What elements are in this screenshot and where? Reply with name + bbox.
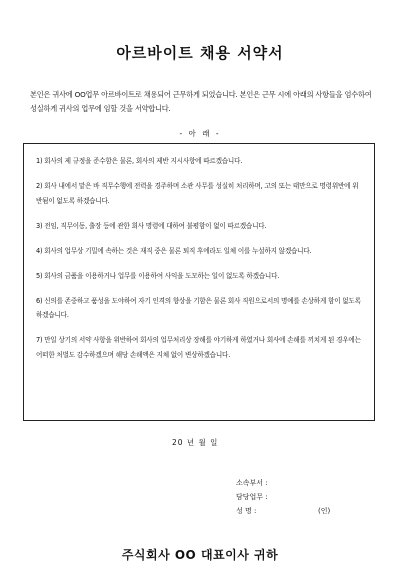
department-row bbox=[236, 478, 280, 488]
name-row bbox=[236, 506, 280, 516]
seal-mark: (인) bbox=[318, 507, 331, 515]
term-item-4: 4) 회사의 업무상 기밀에 속하는 것은 재직 중은 물론 퇴직 후에라도 일체 이를 누설하지 않겠습니다. bbox=[36, 246, 312, 255]
document-title: 아르바이트 채용 서약서 bbox=[116, 44, 284, 62]
addressee: 주식회사 OO 대표이사 귀하 bbox=[121, 548, 279, 562]
term-item-7: 7) 만일 상기의 서약 사항을 위반하여 회사의 업무처리상 장해를 야기하게 하였거나 회사에 손해를 끼치게 된 경우에는 어떠한 처벌도 감수하겠으며 해당 손해액은 지체 없이 변상하겠습니다. bbox=[36, 336, 361, 359]
terms-box bbox=[23, 143, 375, 421]
duty-label: 담당업무 : bbox=[236, 493, 268, 501]
duty-row bbox=[236, 492, 280, 502]
date-line: 20 년 월 일 bbox=[172, 438, 219, 447]
term-item-2: 2) 회사 내에서 맡은 바 직무수행에 전력을 경주하며 소관 사무를 성실히 처리하며, 고의 또는 태만으로 명령위반에 위반됨이 없도록 하겠습니다. bbox=[36, 182, 359, 205]
term-item-6: 6) 신의를 존중하고 품성을 도야하여 자기 인격의 향상을 기함은 물론 회사 직원으로서의 명예를 손상하게 함이 없도록 하겠습니다. bbox=[36, 296, 361, 319]
intro-paragraph: 본인은 귀사에 OO업무 아르바이트로 채용되어 근무하게 되었습니다. 본인은 근무 시에 아래의 사항들을 엄수하여 성실하게 귀사의 업무에 임할 것을 서약합니다. bbox=[30, 90, 372, 113]
name-label: 성 명 : bbox=[236, 507, 257, 515]
term-item-5: 5) 회사의 금품을 이용하거나 업무를 이용하여 사익을 도모하는 일이 없도록 하겠습니다. bbox=[36, 271, 280, 280]
section-heading: - 아 래 - bbox=[179, 129, 221, 138]
department-label: 소속부서 : bbox=[236, 479, 268, 487]
term-item-1: 1) 회사의 제 규정을 준수함은 물론, 회사의 제반 지시사항에 따르겠습니다. bbox=[36, 157, 243, 165]
term-item-3: 3) 전임, 직무이동, 출장 등에 관한 회사 명령에 대하여 불평함이 없이 따르겠습니다. bbox=[36, 221, 267, 230]
